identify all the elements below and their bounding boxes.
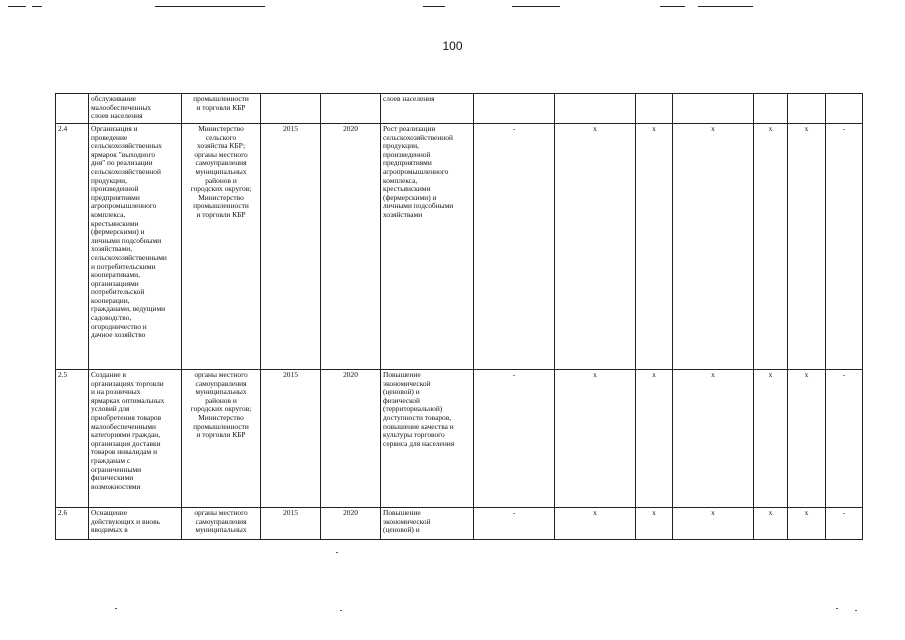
- indicator-mark-cell: x: [754, 124, 788, 370]
- indicator-mark-cell: x: [636, 508, 673, 540]
- scan-speck: [855, 610, 857, 611]
- indicator-mark-cell: x: [788, 124, 826, 370]
- executor-cell: [182, 94, 261, 124]
- indicator-mark-cell: x: [673, 370, 754, 508]
- expected-result-cell: [381, 508, 474, 540]
- scan-top-line: [512, 6, 560, 7]
- start-year-cell: [261, 94, 321, 124]
- start-year-cell: [261, 124, 321, 370]
- indicator-mark-cell: [754, 94, 788, 124]
- indicator-mark-cell: [555, 94, 636, 124]
- expected-result-cell: [381, 124, 474, 370]
- indicator-mark-cell: x: [636, 370, 673, 508]
- scan-top-line: [660, 6, 685, 7]
- executor-cell-text: органы местного самоуправления муниципальных: [194, 508, 248, 535]
- start-year-cell-text: 2015: [283, 370, 298, 379]
- activity-number-cell-text: 2.5: [58, 370, 68, 379]
- expected-result-cell-text: Повышение экономической (ценовой) и: [383, 508, 431, 535]
- scan-top-line: [698, 6, 753, 7]
- activity-name-cell-text: Создание в организациях торговли и на розничных ярмарках оптимальных условий для приобретения товаров малообеспеченными категориями граждан, организация доставки товаров инвалидам и гражданам с ограниченными физическими возможностями: [91, 370, 165, 491]
- activity-name-cell: [89, 94, 182, 124]
- table-row: [56, 124, 863, 370]
- end-year-cell: [321, 370, 381, 508]
- start-year-cell: [261, 508, 321, 540]
- activity-name-cell-text: Организация и проведение сельскохозяйственных ярмарок "выходного дня" по реализации сельскохозяйственной продукции, произведенной предприятиями агропромышленного комплекса, крестьянскими (фермерскими) и личными подсобными хозяйствами, сельскохозяйственными и потребительскими кооперативами, организациями потребительской кооперации, гражданами, ведущими садоводство, огородничество и дачное хозяйство: [91, 124, 167, 340]
- activity-name-cell: [89, 124, 182, 370]
- activity-number-cell-text: 2.4: [58, 124, 68, 133]
- activity-name-cell: [89, 370, 182, 508]
- executor-cell-text: Министерство сельского хозяйства КБР; органы местного самоуправления муниципальных районов и городских округов; Министерство промышленности и торговли КБР: [190, 124, 252, 219]
- scan-top-line: [423, 6, 445, 7]
- indicator-mark-cell: x: [673, 124, 754, 370]
- activity-name-cell-text: Оснащение действующих и вновь вводимых в: [91, 508, 160, 535]
- scan-speck: [836, 608, 838, 609]
- indicator-mark-cell: x: [555, 124, 636, 370]
- indicator-mark-cell: -: [474, 370, 555, 508]
- scan-speck: [340, 610, 342, 611]
- start-year-cell-text: 2015: [283, 124, 298, 133]
- end-year-cell-text: 2020: [343, 124, 358, 133]
- indicator-mark-cell: -: [826, 370, 863, 508]
- indicator-mark-cell: x: [555, 370, 636, 508]
- indicator-mark-cell: x: [788, 370, 826, 508]
- start-year-cell-text: 2015: [283, 508, 298, 517]
- table-row: [56, 370, 863, 508]
- scan-top-line: [155, 6, 265, 7]
- activity-number-cell: [56, 508, 89, 540]
- activity-number-cell-text: 2.6: [58, 508, 68, 517]
- indicator-mark-cell: [673, 94, 754, 124]
- scan-speck: [336, 552, 338, 553]
- indicator-mark-cell: [788, 94, 826, 124]
- end-year-cell: [321, 124, 381, 370]
- indicator-mark-cell: -: [826, 124, 863, 370]
- page-number: 100: [442, 39, 463, 53]
- indicator-mark-cell: x: [754, 508, 788, 540]
- expected-result-cell-text: слоев населения: [383, 94, 435, 103]
- end-year-cell-text: 2020: [343, 370, 358, 379]
- activity-name-cell-text: обслуживание малообеспеченных слоев населения: [91, 94, 152, 121]
- expected-result-cell-text: Повышение экономической (ценовой) и физической (территориальной) доступности товаров, повышение качества и культуры торгового сервиса для населения: [383, 370, 455, 448]
- indicator-mark-cell: -: [474, 124, 555, 370]
- scan-top-line: [8, 6, 26, 7]
- program-activities-table: [55, 93, 863, 540]
- activity-number-cell: [56, 94, 89, 124]
- executor-cell: [182, 508, 261, 540]
- expected-result-cell: [381, 370, 474, 508]
- executor-cell: [182, 124, 261, 370]
- indicator-mark-cell: [474, 94, 555, 124]
- activity-number-cell: [56, 124, 89, 370]
- executor-cell-text: промышленности и торговли КБР: [193, 94, 249, 112]
- indicator-mark-cell: [826, 94, 863, 124]
- scan-speck: [115, 608, 117, 609]
- end-year-cell: [321, 508, 381, 540]
- indicator-mark-cell: x: [673, 508, 754, 540]
- indicator-mark-cell: -: [826, 508, 863, 540]
- indicator-mark-cell: x: [555, 508, 636, 540]
- indicator-mark-cell: -: [474, 508, 555, 540]
- table-row: [56, 508, 863, 540]
- indicator-mark-cell: x: [754, 370, 788, 508]
- indicator-mark-cell: x: [636, 124, 673, 370]
- end-year-cell-text: 2020: [343, 508, 358, 517]
- expected-result-cell-text: Рост реализации сельскохозяйственной продукции, произведенной предприятиями агропромышленного комплекса, крестьянскими (фермерскими) и личными подсобными хозяйствами: [383, 124, 454, 219]
- end-year-cell: [321, 94, 381, 124]
- expected-result-cell: [381, 94, 474, 124]
- executor-cell: [182, 370, 261, 508]
- start-year-cell: [261, 370, 321, 508]
- indicator-mark-cell: [636, 94, 673, 124]
- scan-top-line: [32, 6, 42, 7]
- activity-number-cell: [56, 370, 89, 508]
- indicator-mark-cell: x: [788, 508, 826, 540]
- activity-name-cell: [89, 508, 182, 540]
- table-row: [56, 94, 863, 124]
- executor-cell-text: органы местного самоуправления муниципальных районов и городских округов; Министерство промышленности и торговли КБР: [190, 370, 252, 440]
